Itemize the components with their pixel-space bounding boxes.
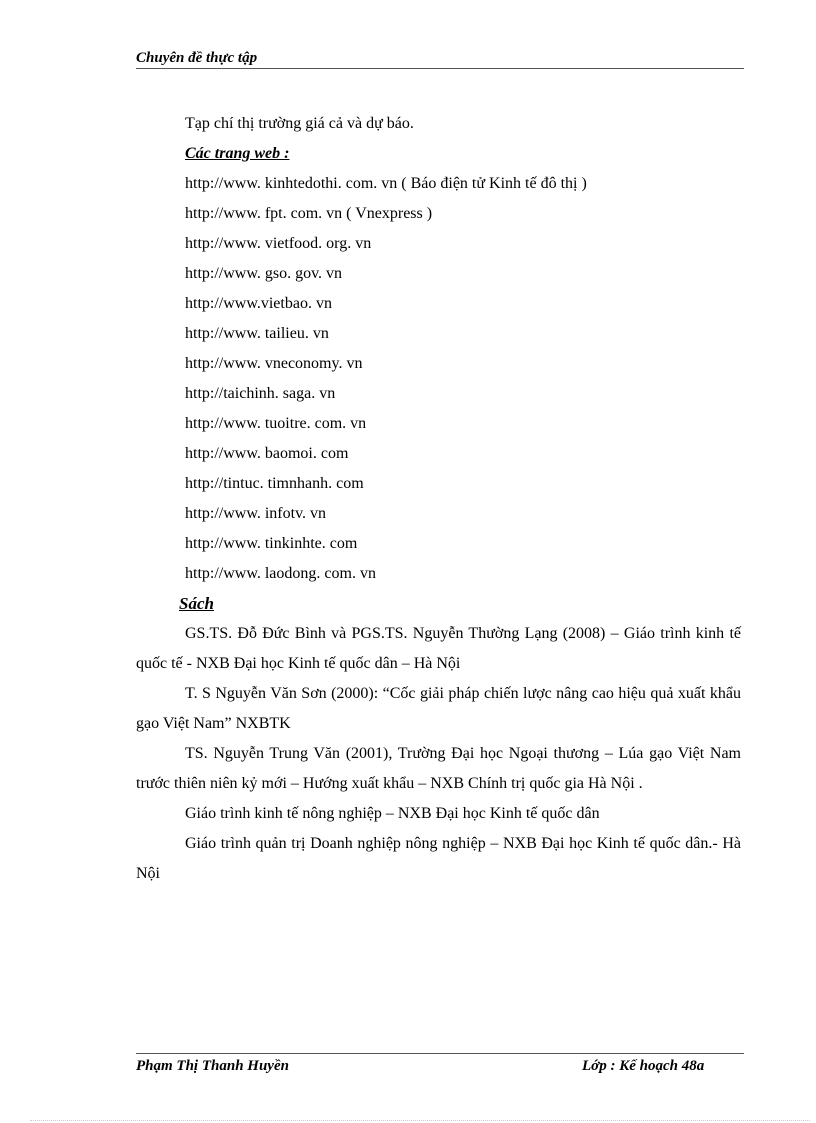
book-reference: TS. Nguyễn Trung Văn (2001), Trường Đại học Ngoại thương – Lúa gạo Việt Nam trước thiên niên kỷ mới – Hướng xuất khẩu – NXB Chính trị quốc gia Hà Nội . [136, 745, 741, 792]
footer-class: Lớp : Kế hoạch 48a [582, 1058, 705, 1074]
website-item: http://www. fpt. com. vn ( Vnexpress ) [185, 205, 433, 222]
books-heading: Sách [179, 594, 214, 613]
website-item: http://www. laodong. com. vn [185, 565, 376, 582]
book-reference: Giáo trình quản trị Doanh nghiệp nông nghiệp – NXB Đại học Kinh tế quốc dân.- Hà Nội [136, 835, 741, 882]
book-reference: Giáo trình kinh tế nông nghiệp – NXB Đại học Kinh tế quốc dân [185, 805, 600, 822]
document-body [136, 109, 741, 889]
header-title: Chuyên đề thực tập [136, 50, 258, 66]
website-item: http://www. vneconomy. vn [185, 355, 363, 372]
websites-list [136, 169, 741, 589]
website-item: http://www. tuoitre. com. vn [185, 415, 367, 432]
footer-author: Phạm Thị Thanh Huyền [136, 1058, 289, 1074]
page-edge [30, 1120, 810, 1121]
websites-heading: Các trang web : [185, 145, 290, 162]
website-item: http://www. vietfood. org. vn [185, 235, 372, 252]
website-item: http://www. tailieu. vn [185, 325, 329, 342]
footer-rule [136, 1053, 744, 1054]
website-item: http://www. tinkinhte. com [185, 535, 358, 552]
header-rule [136, 68, 744, 69]
website-item: http://www. infotv. vn [185, 505, 327, 522]
website-item: http://www. gso. gov. vn [185, 265, 343, 282]
intro-line: Tạp chí thị trường giá cả và dự báo. [185, 115, 414, 132]
website-item: http://tintuc. timnhanh. com [185, 475, 364, 492]
book-reference: T. S Nguyễn Văn Sơn (2000): “Cốc giải pháp chiến lược nâng cao hiệu quả xuất khẩu gạo Việt Nam” NXBTK [136, 685, 741, 732]
book-reference: GS.TS. Đỗ Đức Bình và PGS.TS. Nguyễn Thường Lạng (2008) – Giáo trình kinh tế quốc tế - NXB Đại học Kinh tế quốc dân – Hà Nội [136, 625, 741, 672]
website-item: http://www.vietbao. vn [185, 295, 332, 312]
website-item: http://www. kinhtedothi. com. vn ( Báo điện tử Kinh tế đô thị ) [185, 175, 587, 192]
books-list [136, 619, 741, 889]
website-item: http://taichinh. saga. vn [185, 385, 336, 402]
website-item: http://www. baomoi. com [185, 445, 349, 462]
